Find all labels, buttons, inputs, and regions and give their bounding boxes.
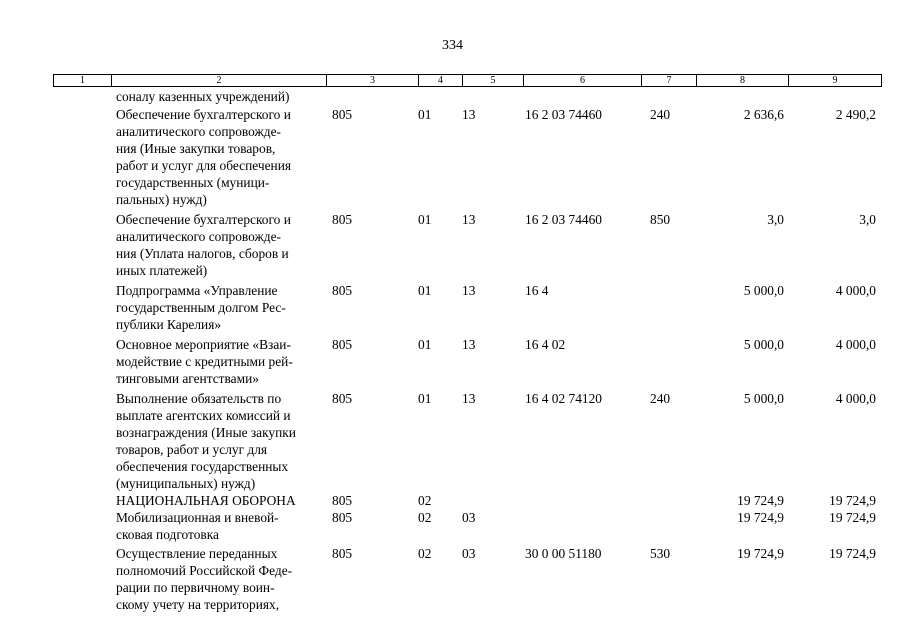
column-header-table — [53, 74, 882, 87]
row-name — [116, 336, 324, 387]
row-name — [116, 545, 324, 613]
code-cs: 30 0 00 51180 — [525, 546, 602, 561]
col-1-header: 1 — [54, 75, 112, 87]
code-rz: 02 — [418, 493, 432, 508]
amount-year1: 5 000,0 — [743, 391, 784, 406]
code-ved: 805 — [332, 493, 353, 508]
row-name-line: ния (Иные закупки товаров, — [116, 141, 276, 156]
code-prz: 03 — [462, 510, 476, 525]
row-name-line: соналу казенных учреждений) — [116, 89, 290, 104]
col-4-header: 4 — [419, 75, 463, 87]
code-prz: 13 — [462, 212, 476, 227]
amount-year2: 19 724,9 — [829, 546, 876, 561]
amount-year1: 3,0 — [767, 212, 784, 227]
row-name-line: Мобилизационная и вневой- — [116, 510, 279, 525]
code-vr: 530 — [650, 546, 671, 561]
row-name-line: ния (Уплата налогов, сборов и — [116, 246, 289, 261]
code-prz: 13 — [462, 391, 476, 406]
row-name-line: тинговыми агентствами» — [116, 371, 259, 386]
code-vr: 850 — [650, 212, 671, 227]
row-name — [116, 390, 324, 492]
row-name-line: аналитического сопровожде- — [116, 124, 281, 139]
row-name-line: государственным долгом Рес- — [116, 300, 286, 315]
row-name — [116, 282, 324, 333]
row-name-line: публики Карелия» — [116, 317, 222, 332]
row-name-line: вознаграждения (Иные закупки — [116, 425, 296, 440]
amount-year1: 19 724,9 — [737, 510, 784, 525]
row-name-line: Обеспечение бухгалтерского и — [116, 212, 291, 227]
row-name-line: Основное мероприятие «Взаи- — [116, 337, 291, 352]
col-3-header: 3 — [327, 75, 419, 87]
row-name-line: обеспечения государственных — [116, 459, 289, 474]
col-9-header: 9 — [789, 75, 882, 87]
code-cs: 16 4 02 74120 — [525, 391, 602, 406]
amount-year2: 2 490,2 — [835, 107, 876, 122]
row-name-line: пальных) нужд) — [116, 192, 207, 207]
code-rz: 02 — [418, 546, 432, 561]
row-name-line: модействие с кредитными рей- — [116, 354, 293, 369]
amount-year1: 2 636,6 — [743, 107, 784, 122]
code-ved: 805 — [332, 337, 353, 352]
row-name — [116, 211, 324, 279]
code-cs: 16 4 — [525, 283, 549, 298]
code-prz: 13 — [462, 337, 476, 352]
amount-year2: 3,0 — [859, 212, 876, 227]
code-rz: 01 — [418, 107, 432, 122]
row-name — [116, 88, 324, 105]
row-name-line: работ и услуг для обеспечения — [116, 158, 292, 173]
row-name-line: сковая подготовка — [116, 527, 219, 542]
code-cs: 16 2 03 74460 — [525, 107, 602, 122]
col-6-header: 6 — [524, 75, 642, 87]
amount-year2: 19 724,9 — [829, 510, 876, 525]
page-number: 334 — [442, 38, 463, 53]
code-prz: 03 — [462, 546, 476, 561]
code-vr: 240 — [650, 391, 671, 406]
row-name-line: аналитического сопровожде- — [116, 229, 281, 244]
amount-year1: 5 000,0 — [743, 283, 784, 298]
row-name-line: полномочий Российской Феде- — [116, 563, 293, 578]
amount-year1: 19 724,9 — [737, 493, 784, 508]
row-name-line: товаров, работ и услуг для — [116, 442, 268, 457]
row-name — [116, 492, 324, 509]
code-rz: 01 — [418, 337, 432, 352]
code-ved: 805 — [332, 391, 353, 406]
row-name-line: НАЦИОНАЛЬНАЯ ОБОРОНА — [116, 493, 296, 508]
amount-year2: 4 000,0 — [835, 283, 876, 298]
column-number-row — [54, 75, 882, 87]
amount-year2: 19 724,9 — [829, 493, 876, 508]
row-name — [116, 509, 324, 543]
row-name-line: Выполнение обязательств по — [116, 391, 282, 406]
col-7-header: 7 — [642, 75, 697, 87]
row-name-line: государственных (муници- — [116, 175, 270, 190]
row-name-line: Обеспечение бухгалтерского и — [116, 107, 291, 122]
amount-year2: 4 000,0 — [835, 391, 876, 406]
amount-year1: 5 000,0 — [743, 337, 784, 352]
row-name-line: Подпрограмма «Управление — [116, 283, 278, 298]
code-rz: 01 — [418, 391, 432, 406]
code-vr: 240 — [650, 107, 671, 122]
row-name-line: Осуществление переданных — [116, 546, 278, 561]
code-prz: 13 — [462, 107, 476, 122]
col-8-header: 8 — [697, 75, 789, 87]
code-rz: 01 — [418, 212, 432, 227]
code-rz: 02 — [418, 510, 432, 525]
code-ved: 805 — [332, 510, 353, 525]
row-name-line: иных платежей) — [116, 263, 208, 278]
code-ved: 805 — [332, 107, 353, 122]
row-name — [116, 106, 324, 208]
col-2-header: 2 — [112, 75, 327, 87]
code-ved: 805 — [332, 546, 353, 561]
row-name-line: рации по первичному воин- — [116, 580, 275, 595]
amount-year2: 4 000,0 — [835, 337, 876, 352]
row-name-line: скому учету на территориях, — [116, 597, 280, 612]
code-rz: 01 — [418, 283, 432, 298]
amount-year1: 19 724,9 — [737, 546, 784, 561]
code-ved: 805 — [332, 283, 353, 298]
code-cs: 16 4 02 — [525, 337, 566, 352]
code-prz: 13 — [462, 283, 476, 298]
code-cs: 16 2 03 74460 — [525, 212, 602, 227]
code-ved: 805 — [332, 212, 353, 227]
row-name-line: (муниципальных) нужд) — [116, 476, 256, 491]
row-name-line: выплате агентских комиссий и — [116, 408, 291, 423]
col-5-header: 5 — [463, 75, 524, 87]
